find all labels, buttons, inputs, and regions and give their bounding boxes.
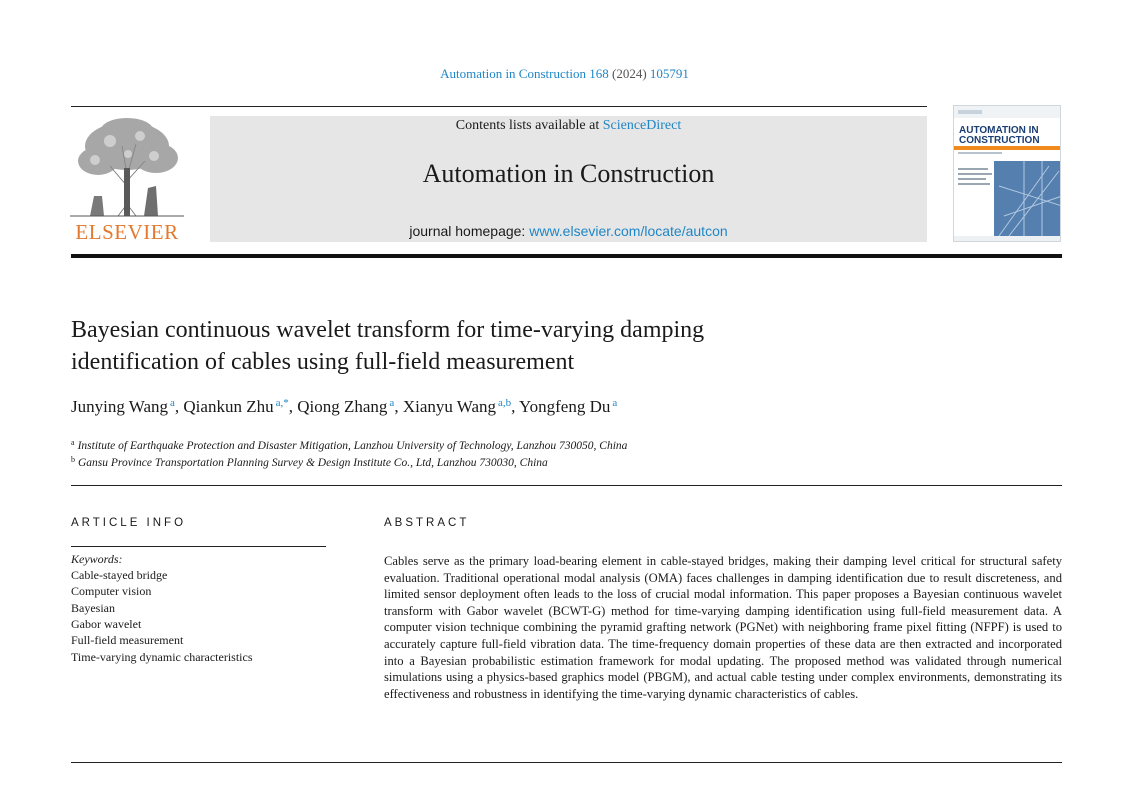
sciencedirect-link[interactable]: ScienceDirect bbox=[602, 118, 682, 133]
keyword-item: Full-field measurement bbox=[71, 633, 184, 647]
author-5-affil-mark[interactable]: a bbox=[612, 397, 618, 409]
keyword-item: Cable-stayed bridge bbox=[71, 568, 168, 582]
contents-prefix: Contents lists available at bbox=[455, 118, 600, 133]
citation-journal[interactable]: Automation in Construction bbox=[440, 66, 586, 81]
homepage-line bbox=[210, 223, 927, 239]
header-top-rule bbox=[71, 106, 927, 107]
section-divider bbox=[71, 485, 1062, 486]
keyword-item: Gabor wavelet bbox=[71, 617, 142, 631]
author-2[interactable]: Qiankun Zhu $^{a,*}$ bbox=[183, 397, 289, 416]
author-3-affil-mark[interactable]: a bbox=[389, 397, 395, 409]
abstract-body: Cables serve as the primary load-bearing element in cable-stayed bridges, making their damping level critical for structural safety evaluation. Traditional operational modal analysis (OMA) faces challenges in damping identification due to result discreteness, and limited sensor deployment often leads to the loss of crucial modal information. This paper proposes a Bayesian continuous wavelet transform with Gabor wavelet (BCWT-G) method for time-varying damping identification using full-field measurement data. A computer vision technique combining the pyramid grafting network (PGNet) with neighboring frame pixel fitting (NFPF) is used to accurately capture full-field vibration data. The time-frequency domain properties of these data are then extracted and incorporated into a Bayesian probabilistic estimation framework for modal updating. The proposed method was validated through numerical simulations using a physics-based graphics model (PBGM), and actual cable testing under complex environments, demonstrating its effectiveness and robustness in identifying the time-varying dynamic characteristics of cables. bbox=[384, 554, 1062, 701]
bottom-rule bbox=[71, 762, 1062, 763]
cover-title: AUTOMATION IN CONSTRUCTION bbox=[959, 125, 1040, 146]
keyword-item: Computer vision bbox=[71, 584, 152, 598]
affiliation-a: $^a$ Institute of Earthquake Protection and Disaster Mitigation, Lanzhou University of Technology, Lanzhou 730050, China bbox=[71, 438, 628, 452]
journal-cover-thumbnail[interactable] bbox=[953, 105, 1061, 242]
keyword-item: Bayesian bbox=[71, 601, 115, 615]
citation-article-number[interactable]: 105791 bbox=[649, 66, 689, 81]
article-info-heading: ARTICLE INFO bbox=[71, 517, 187, 529]
author-2-affil-mark[interactable]: a,* bbox=[275, 397, 289, 409]
journal-homepage-link[interactable]: www.elsevier.com/locate/autcon bbox=[529, 223, 728, 239]
header-thick-rule bbox=[71, 254, 1062, 258]
author-5[interactable]: Yongfeng Du $^a$ bbox=[519, 397, 618, 416]
keyword-item: Time-varying dynamic characteristics bbox=[71, 650, 253, 664]
article-info-rule bbox=[71, 546, 326, 547]
journal-title: Automation in Construction bbox=[422, 159, 715, 188]
author-3[interactable]: Qiong Zhang $^a$ bbox=[297, 397, 395, 416]
citation-line[interactable] bbox=[0, 66, 1129, 82]
paper-title-line-1: Bayesian continuous wavelet transform for time-varying damping bbox=[71, 317, 705, 343]
author-4[interactable]: Xianyu Wang $^{a,b}$ bbox=[402, 397, 512, 416]
keywords-label: Keywords: bbox=[71, 552, 123, 566]
elsevier-tree-icon bbox=[70, 116, 184, 218]
author-list: Junying Wang $^a$, Qiankun Zhu $^{a,*}$, Qiong Zhang $^a$, Xianyu Wang $^{a,b}$, Yongfeng Du $^a$ bbox=[71, 397, 618, 416]
homepage-prefix: journal homepage: bbox=[409, 223, 526, 239]
elsevier-wordmark: ELSEVIER bbox=[75, 220, 179, 244]
journal-banner bbox=[210, 116, 927, 242]
elsevier-logo[interactable] bbox=[70, 116, 184, 244]
paper-title bbox=[71, 314, 871, 378]
paper-title-line-2: identification of cables using full-field measurement bbox=[71, 349, 575, 375]
author-4-affil-mark[interactable]: a,b bbox=[498, 397, 512, 409]
author-1[interactable]: Junying Wang $^a$ bbox=[71, 397, 175, 416]
affiliation-b: $^b$ Gansu Province Transportation Planning Survey & Design Institute Co., Ltd, Lanzhou 730030, China bbox=[71, 455, 548, 469]
citation-volume[interactable]: 168 bbox=[589, 66, 609, 81]
abstract-heading: ABSTRACT bbox=[384, 517, 470, 529]
author-1-affil-mark[interactable]: a bbox=[170, 397, 175, 409]
citation-year: (2024) bbox=[611, 66, 647, 81]
contents-line bbox=[210, 118, 927, 134]
